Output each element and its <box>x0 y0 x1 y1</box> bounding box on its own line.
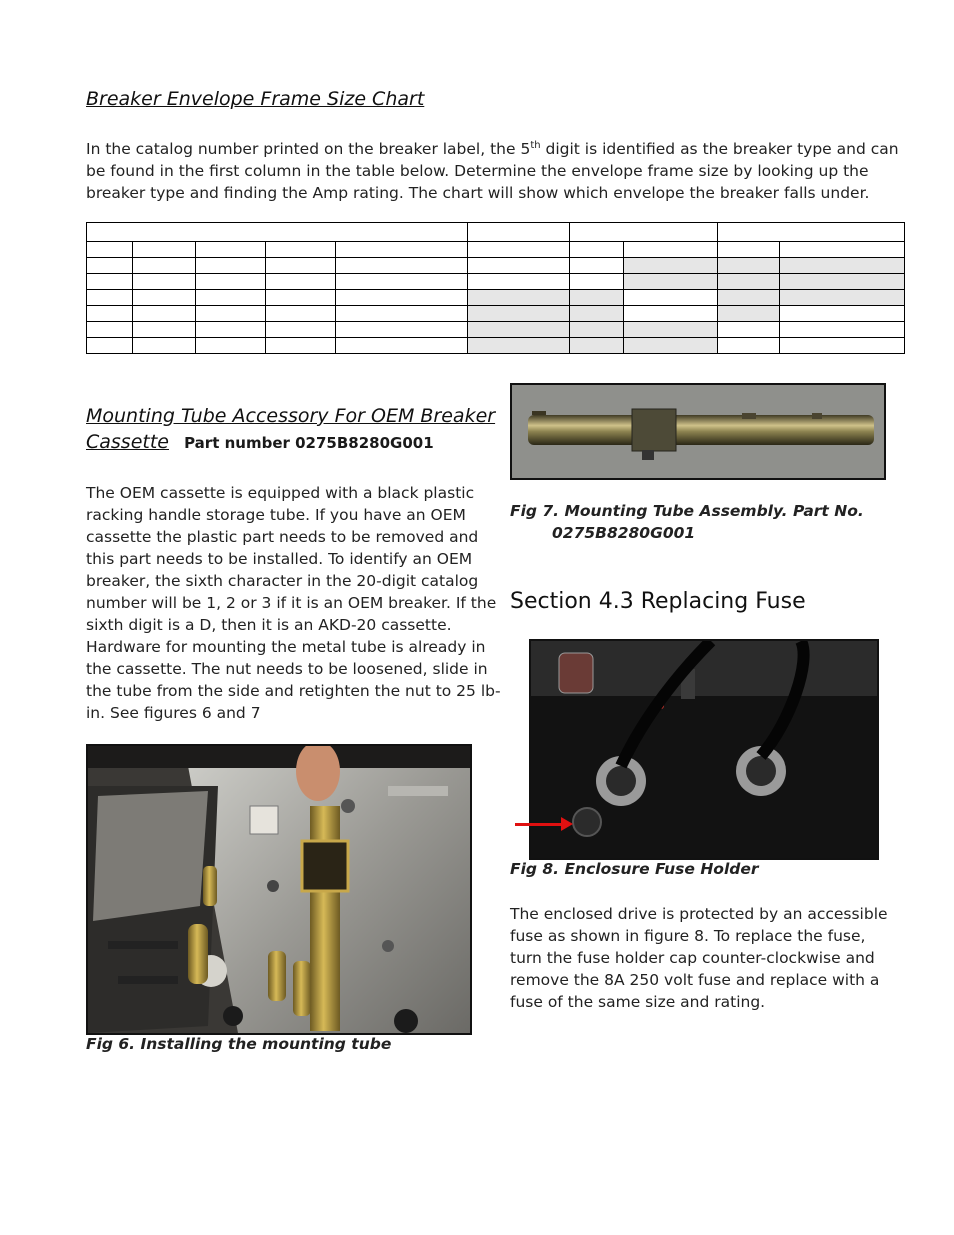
fig6-illustration <box>88 746 470 1033</box>
chart-intro-part1: In the catalog number printed on the breaker label, the 5 <box>86 140 531 159</box>
fig7-caption-line2: 0275B8280G001 <box>552 524 696 542</box>
mounting-paragraph: The OEM cassette is equipped with a black plastic racking handle storage tube. If you have an OEM cassette the plastic part needs to be removed and this part needs to be installed. To identify an OEM breaker, the sixth character in the 20-digit catalog number will be 1, 2 or 3 if it is an OEM breaker. If the sixth digit is a D, then it is an AKD-20 cassette. Hardware for mounting the metal tube is already in the cassette. The nut needs to be loosened, slide in the tube from the side and retighten the nut to 25 lb-in. See figures 6 and 7 <box>86 484 501 722</box>
fig7-illustration <box>512 385 884 478</box>
table-row <box>87 338 905 354</box>
table-row <box>87 242 905 258</box>
fig8-caption: Fig 8. Enclosure Fuse Holder <box>510 860 759 878</box>
fuse-pointer-arrowhead <box>561 817 573 831</box>
fig6-caption: Fig 6. Installing the mounting tube <box>86 1035 392 1053</box>
table-row <box>87 274 905 290</box>
fig6-image <box>86 744 472 1035</box>
mounting-section-title-line2-row <box>86 431 434 453</box>
chart-intro-paragraph <box>86 135 906 204</box>
table-row <box>87 290 905 306</box>
chart-intro-sup: th <box>530 140 541 151</box>
part-number-label: Part number 0275B8280G001 <box>184 434 434 452</box>
mounting-section-title-line1: Mounting Tube Accessory For OEM Breaker <box>86 405 496 427</box>
table-row <box>87 322 905 338</box>
fig8-image <box>529 639 879 860</box>
mounting-section-title-line2: Cassette <box>86 431 169 453</box>
fig7-caption-line1: Fig 7. Mounting Tube Assembly. Part No. <box>510 502 864 520</box>
table-row <box>87 258 905 274</box>
table-row <box>87 306 905 322</box>
frame-size-table <box>86 222 905 354</box>
table-row <box>87 223 905 242</box>
chart-intro-part2: digit is identified as the breaker type and can be found in the first column in the table below. Determine the envelope frame size by looking up the breaker type and finding the Amp rating. The chart will show which envelope the breaker falls under. <box>86 140 899 203</box>
fuse-pointer-arrow <box>515 823 565 826</box>
fig8-illustration <box>531 641 877 858</box>
fuse-paragraph: The enclosed drive is protected by an accessible fuse as shown in figure 8. To replace the fuse, turn the fuse holder cap counter-clockwise and remove the 8A 250 volt fuse and replace with a fuse of the same size and rating. <box>510 905 888 1011</box>
fuse-section-heading: Section 4.3 Replacing Fuse <box>510 589 806 614</box>
chart-section-title: Breaker Envelope Frame Size Chart <box>86 88 425 110</box>
fig7-image <box>510 383 886 480</box>
